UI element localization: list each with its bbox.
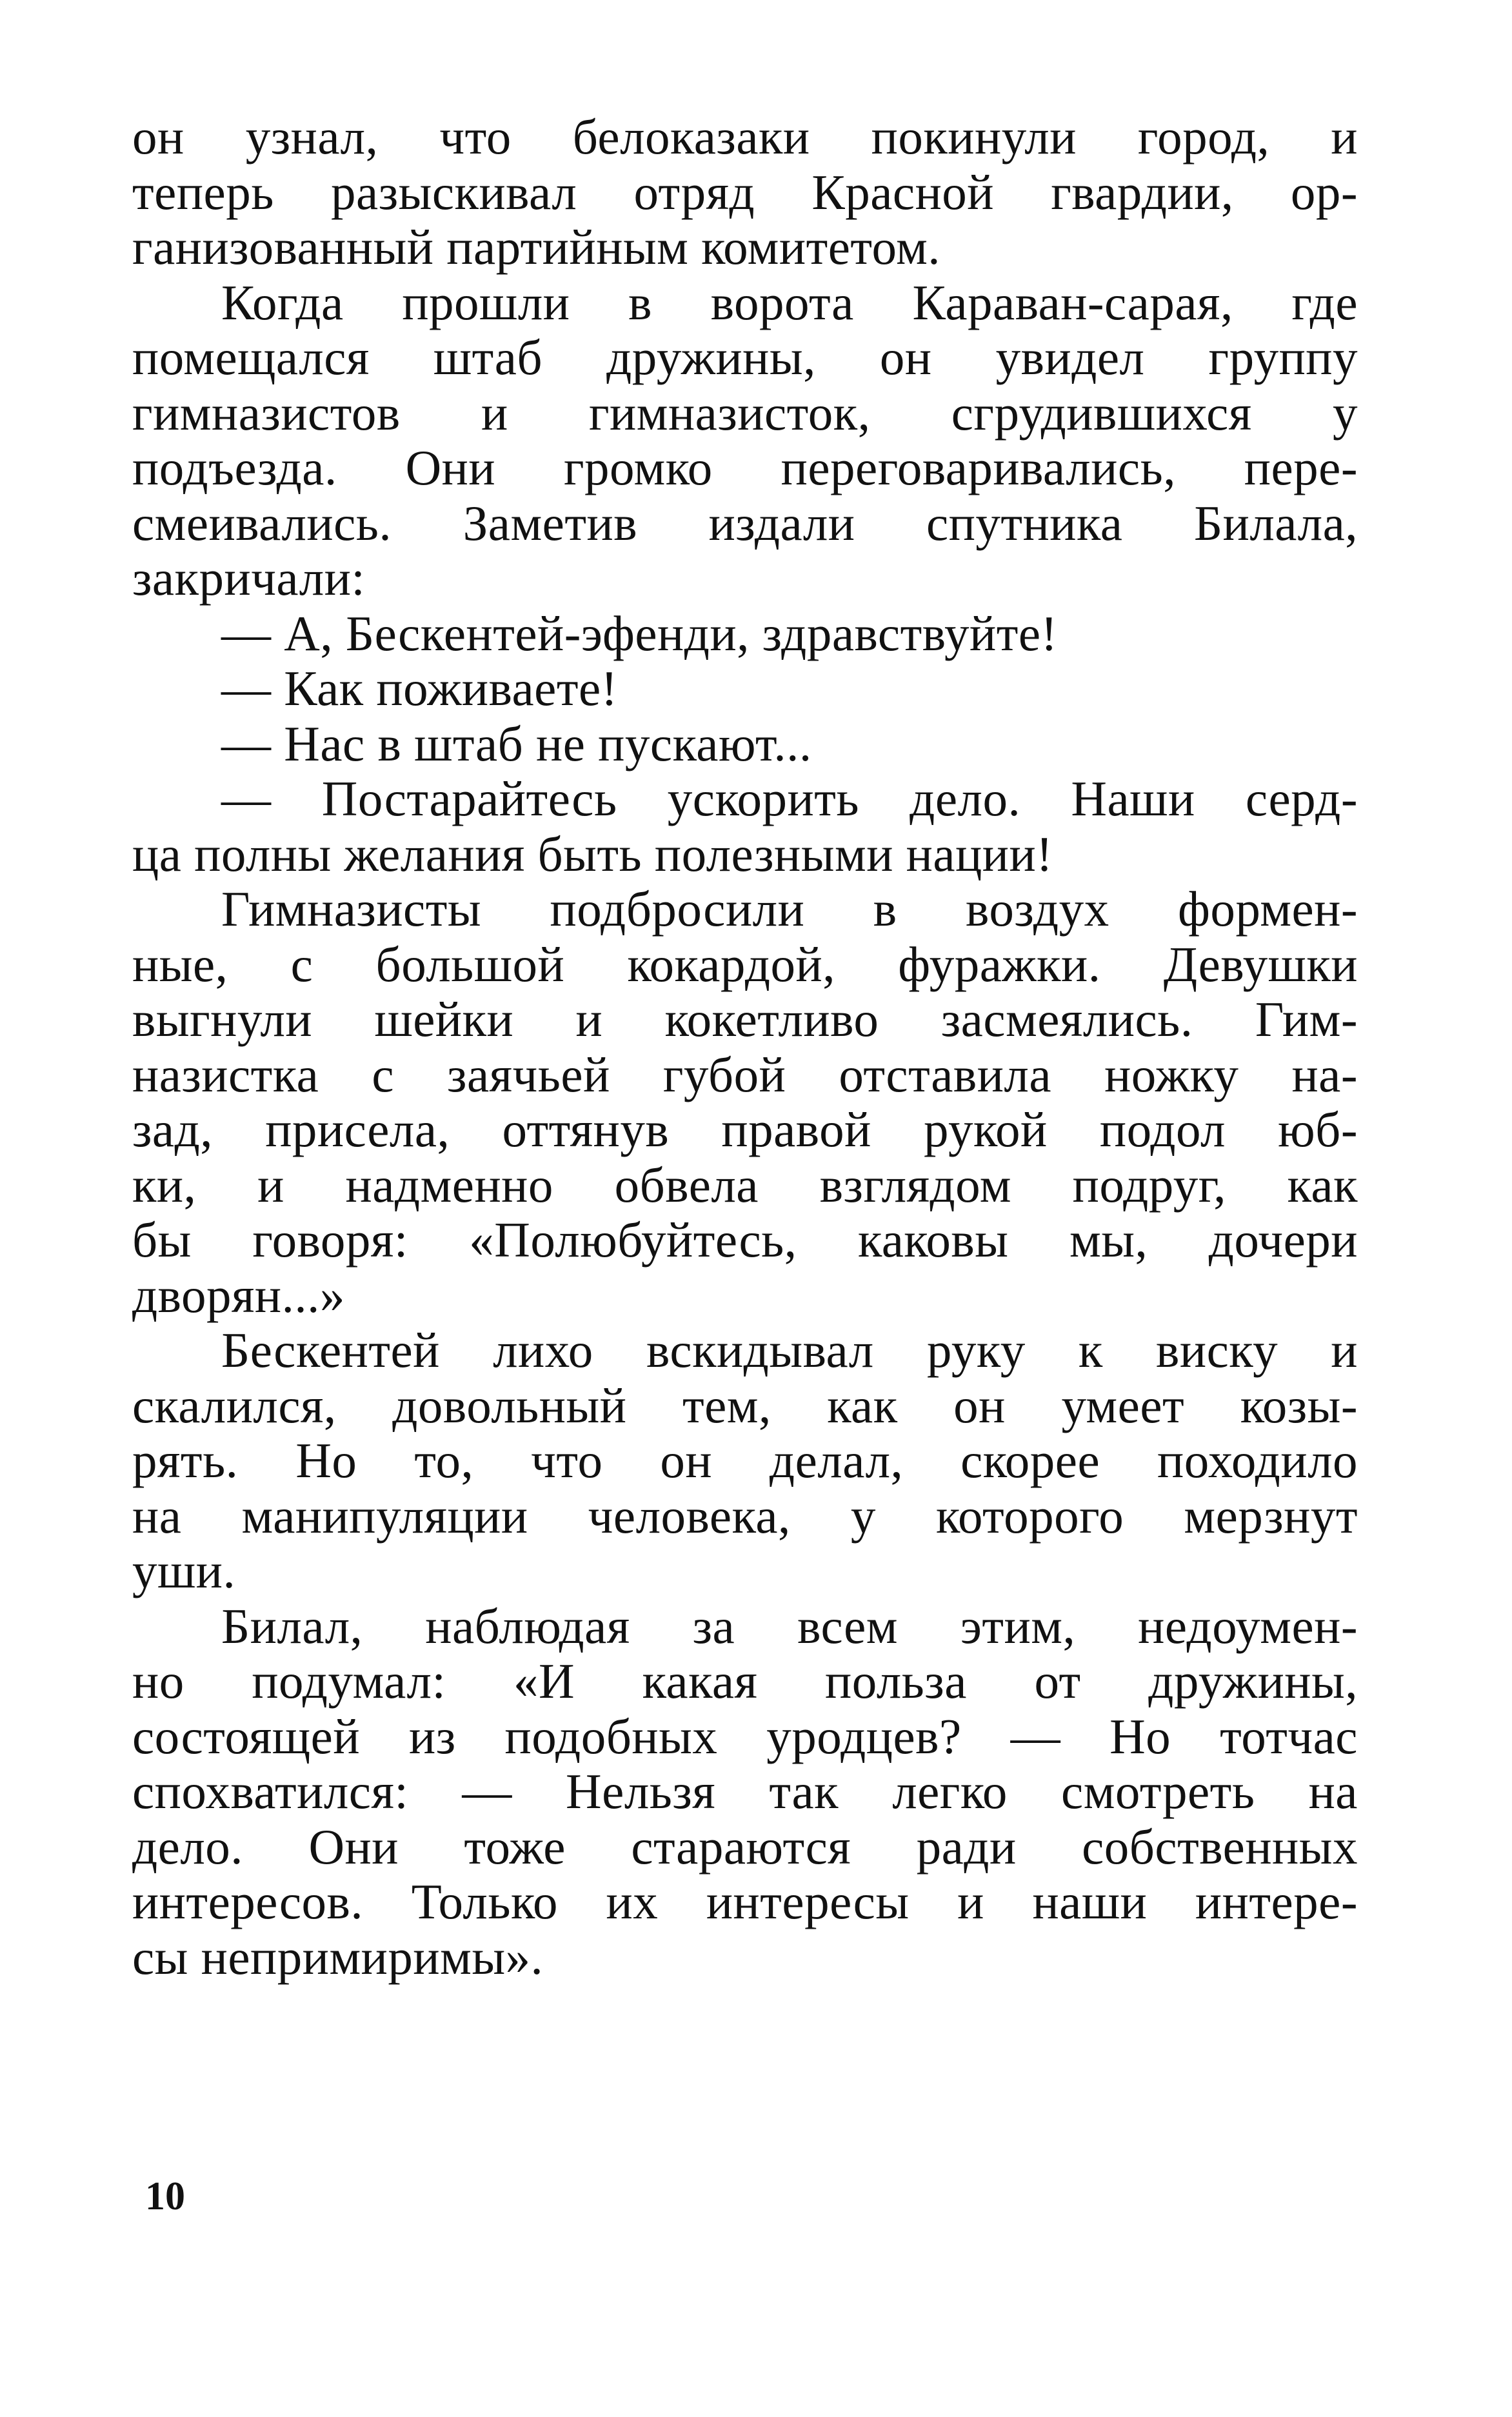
text-line: гимназистов и гимназисток, сгрудившихся у [132, 384, 1358, 441]
text-line: но подумал: «И какая польза от дружины, [132, 1653, 1358, 1709]
text-line: рять. Но то, что он делал, скорее походило [132, 1433, 1358, 1488]
text-line: дворян...» [132, 1267, 345, 1323]
text-line: он узнал, что белоказаки покинули город, и [132, 109, 1358, 164]
text-line: — Как поживаете! [221, 661, 618, 716]
text-line: закричали: [132, 550, 366, 606]
text-line: состоящей из подобных уродцев? — Но тотчас [132, 1708, 1358, 1764]
text-line: помещался штаб дружины, он увидел группу [132, 330, 1358, 385]
text-line: — А, Бескентей-эфенди, здравствуйте! [221, 605, 1058, 661]
text-line: назистка с заячьей губой отставила ножку на- [132, 1046, 1358, 1102]
text-line: интересов. Только их интересы и наши интере- [132, 1874, 1358, 1929]
text-line: ца полны желания быть полезными нации! [132, 826, 1053, 882]
text-line: ганизованный партийным комитетом. [132, 219, 941, 275]
text-line: уши. [132, 1543, 236, 1598]
text-line: — Нас в штаб не пускают... [221, 715, 812, 771]
text-line: ки, и надменно обвела взглядом подруг, как [132, 1157, 1358, 1213]
text-line: Когда прошли в ворота Караван-сарая, где [221, 274, 1358, 330]
page-number: 10 [145, 2174, 185, 2218]
text-line: ные, с большой кокардой, фуражки. Девушки [132, 936, 1358, 992]
text-line: на манипуляции человека, у которого мерзнут [132, 1487, 1358, 1544]
text-line: теперь разыскивал отряд Красной гвардии, ор- [132, 164, 1358, 220]
text-line: смеивались. Заметив издали спутника Билала, [132, 495, 1358, 551]
text-line: сы непримиримы». [132, 1929, 544, 1985]
text-line: выгнули шейки и кокетливо засмеялись. Гим- [132, 991, 1358, 1047]
text-line: спохватился: — Нельзя так легко смотреть на [132, 1764, 1358, 1819]
text-line: дело. Они тоже стараются ради собственных [132, 1818, 1358, 1875]
text-line: подъезда. Они громко переговаривались, пере- [132, 440, 1358, 495]
body-text [132, 110, 1358, 1985]
text-line: бы говоря: «Полюбуйтесь, каковы мы, дочери [132, 1212, 1358, 1268]
text-line: зад, присела, оттянув правой рукой подол юб- [132, 1102, 1358, 1157]
text-line: скалился, довольный тем, как он умеет козы- [132, 1377, 1358, 1433]
text-line: Гимназисты подбросили в воздух формен- [221, 881, 1358, 937]
text-line: Билал, наблюдая за всем этим, недоумен- [221, 1598, 1358, 1654]
text-line: — Постарайтесь ускорить дело. Наши серд- [221, 771, 1358, 826]
text-line: Бескентей лихо вскидывал руку к виску и [221, 1322, 1358, 1378]
